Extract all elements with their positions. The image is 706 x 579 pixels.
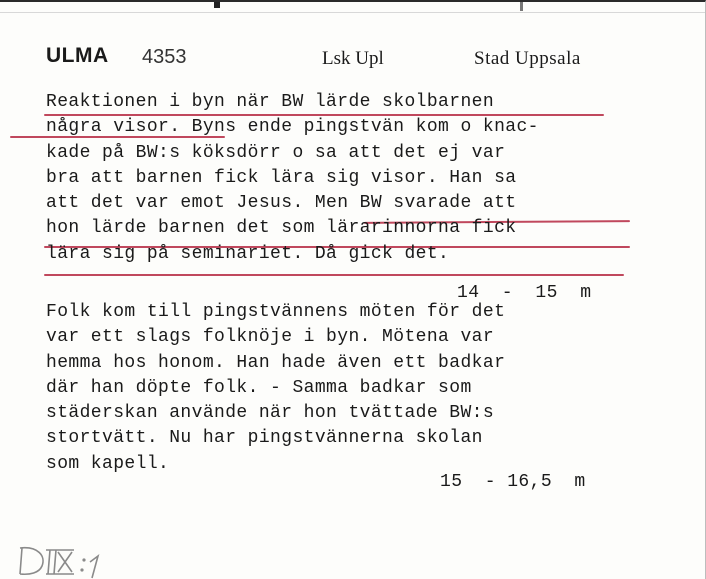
text-line: några visor. Byns ende pingstvän kom o knac- [46,117,539,138]
text-line: hon lärde barnen det som lärarinnorna fick [46,218,517,239]
text-line: Reaktionen i byn när BW lärde skolbarnen [46,92,495,112]
place-label: Stad Uppsala [474,48,581,69]
parish-label: Lsk Upl [322,48,384,69]
record-1-text [46,90,646,267]
text-line: Folk kom till pingstvännens möten för det [46,302,506,322]
text-line: stortvätt. Nu har pingstvännerna skolan [46,428,483,449]
scan-mark [214,2,220,8]
text-line: som kapell. [46,453,170,474]
record-number: 4353 [142,46,187,68]
record-1-measure: 14 - 15 m [457,283,592,303]
text-line: städerskan använde när hon tvättade BW:s [46,403,495,424]
text-line: bra att barnen fick lära sig visor. Han sa [46,167,517,188]
card-header [46,44,665,76]
text-line: att det var emot Jesus. Men BW svarade att [46,193,517,214]
scan-mark [520,2,523,11]
handwritten-signature [16,538,136,579]
text-line: lära sig på seminariet. Då gick det. [46,243,450,264]
record-2-measure: 15 - 16,5 m [440,472,586,492]
scan-edge-line [0,12,705,13]
text-line: där han döpte folk. - Samma badkar som [46,377,472,398]
text-line: var ett slags folknöje i byn. Mötena var [46,327,495,348]
archive-code: ULMA [46,44,109,67]
text-line: hemma hos honom. Han hade även ett badkar [46,352,506,373]
text-line: kade på BW:s köksdörr o sa att det ej var [46,142,506,163]
record-2-text [46,300,646,477]
red-underline [44,274,624,276]
